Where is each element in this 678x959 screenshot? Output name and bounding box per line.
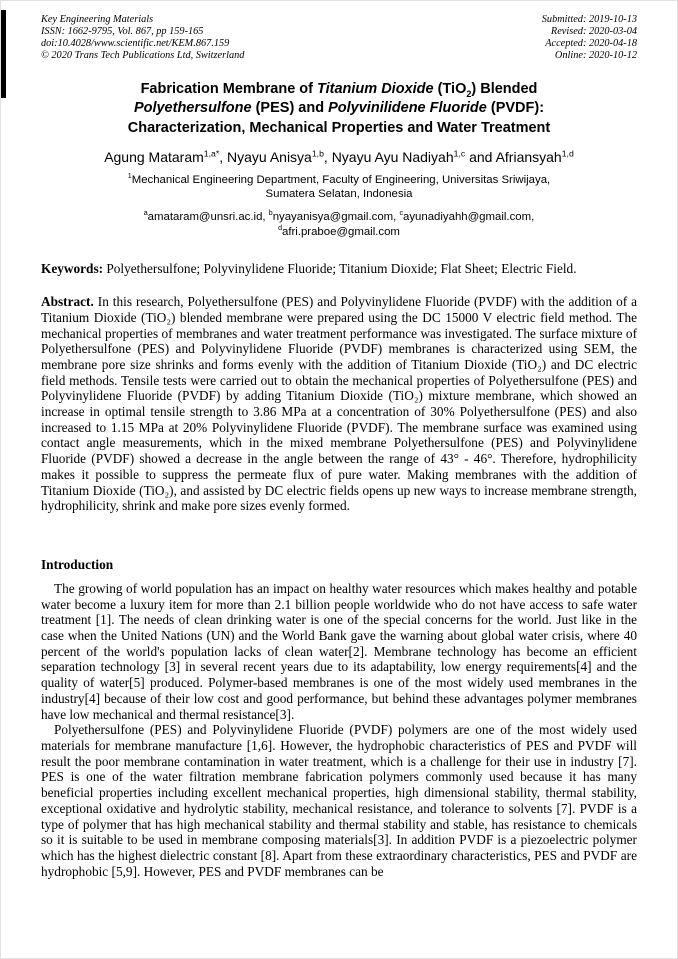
email-separator: , [393,211,400,224]
title-segment: (PVDF): [486,100,545,117]
journal-info-block [41,14,244,62]
journal-name: Key Engineering Materials [41,14,154,25]
keywords-line [41,261,637,277]
journal-header [41,14,637,62]
keywords-label: Keywords: [41,261,104,277]
author-emails [41,210,637,239]
title-segment: Characterization, Mechanical Properties and Water Treatment [127,119,551,136]
doi-line: doi:10.4028/www.scientific.net/KEM.867.159 [41,37,230,49]
keywords-text: Polyethersulfone; Polyvinylidene Fluoride; Titanium Dioxide; Flat Sheet; Electric Field. [103,261,577,277]
author-name: Afriansyah [495,149,562,166]
author-affiliation-mark: 1,d [561,148,574,159]
email-address: ayunadiyahh@gmail.com [403,211,532,224]
title-segment: ) Blended [471,80,538,97]
abstract-label: Abstract. [41,294,94,310]
abstract-text: In this research, Polyethersulfone (PES) and Polyvinylidene Fluoride (PVDF) with the addition of a Titanium Dioxide (TiO₂) blended membrane were prepared using the DC 15000 V electric field method. The mechanical properties of membranes and water treatment performance was investigated. The surface mixture of Polyethersulfone (PES) and Polyvinylidene Fluoride (PVDF) membranes is characterized using SEM, the membrane pore size shrinks and forms evenly with the addition of Titanium Dioxide (TiO₂) and DC electric field methods. Tensile tests were carried out to obtain the mechanical properties of Polyethersulfone (PES) and Polyvinylidene Fluoride (PVDF) by adding Titanium Dioxide (TiO₂) mixture membrane, which showed an increase in optimal tensile strength to 3.86 MPa at a concentration of 30% Polyethersulfone (PES) and also increased to 1.15 MPa at 20% Polyvinylidene Fluoride (PVDF). The membrane surface was examined using contact angle measurements, which in the mixed membrane Polyethersulfone (PES) and Polyvinylidene Fluoride (PVDF) showed a decrease in the angle between the range of 43° - 46°. Therefore, hydrophilicity makes it possible to suppress the permeate flux of pure water. Making membranes with the addition of Titanium Dioxide (TiO₂), and assisted by DC electric fields opens up new ways to increase membrane strength, hydrophilicity, shrink and make pore sizes evenly formed. [41,294,637,514]
affiliation-line: Sumatera Selatan, Indonesia [265,188,413,201]
title-segment: Fabrication Membrane of [140,80,318,97]
author-name: Nyayu Anisya [227,149,312,166]
email-address: amataram@unsri.ac.id [147,211,263,224]
copyright-line: © 2020 Trans Tech Publications Ltd, Switzerland [41,49,245,61]
submitted-date: Submitted: 2019-10-13 [541,14,637,25]
email-address: nyayanisya@gmail.com [272,211,394,224]
title-segment-italic: Polyvinilidene Fluoride [328,100,487,117]
page-content [1,1,677,879]
author-separator: , [323,149,332,166]
title-segment: (TiO [433,80,467,97]
author-separator: and [465,149,496,166]
author-affiliation-mark: 1,c [453,148,466,159]
author-affiliation-mark: 1,b [311,148,324,159]
email-mark: d [278,224,282,232]
email-mark: c [399,210,404,218]
affiliation-line: Mechanical Engineering Department, Faculty of Engineering, Universitas Sriwijaya, [131,174,551,187]
submission-dates-block [542,14,637,62]
section-heading-introduction: Introduction [41,556,114,572]
affiliation-number: 1 [127,173,132,181]
online-date: Online: 2020-10-12 [554,49,637,61]
title-subscript: 2 [466,88,472,99]
accepted-date: Accepted: 2020-04-18 [545,37,637,49]
author-name: Agung Mataram [104,149,204,166]
email-mark: b [268,210,273,218]
author-name: Nyayu Ayu Nadiyah [331,149,454,166]
email-address: afri.praboe@gmail.com [281,225,400,238]
paper-title [41,80,637,139]
title-segment-italic: Polyethersulfone [133,100,252,117]
email-separator: , [531,211,535,224]
title-segment-italic: Titanium Dioxide [317,80,434,97]
email-mark: a [143,210,148,218]
issn-volume-pages: ISSN: 1662-9795, Vol. 867, pp 159-165 [41,25,204,37]
abstract [41,294,637,514]
affiliation [41,173,637,201]
authors-line [41,148,637,166]
author-separator: , [219,149,228,166]
intro-paragraph-2: Polyethersulfone (PES) and Polyvinylidene Fluoride (PVDF) polymers are one of the most widely used materials for membrane manufacture [1,6]. However, the hydrophobic characteristics of PES and PVDF will result the poor membrane contamination in water treatment, which is a challenge for their use in industry [7]. PES is one of the water filtration membrane fabrication polymers commonly used because it has many beneficial properties including excellent mechanical properties, high dimensional stability, thermal stability, exceptional oxidative and hydrolytic stability, mechanical resistance, and tolerance to solvents [7]. PVDF is a type of polymer that has high mechanical stability and thermal stability and stable, has resistance to chemicals so it is suitable to be used in membrane composing materials[3]. In addition PVDF is a piezoelectric polymer which has the highest dielectric constant [8]. Apart from these extraordinary characteristics, PES and PVDF are hydrophobic [5,9]. However, PES and PVDF membranes can be [41,722,637,879]
author-affiliation-mark: 1,a* [203,148,220,159]
intro-paragraph-1: The growing of world population has an impact on healthy water resources which makes healthy and potable water become a luxury item for more than 2.1 billion people worldwide who do not have access to safe water treatment [1]. The needs of clean drinking water is one of the special concerns for the world. Just like in the case when the United Nations (UN) and the World Bank gave the warning about global water crisis, where 40 percent of the world's population lacks of clean water[2]. Membrane technology has become an efficient separation technology [3] in several recent years due to its adaptability, low energy requirements[4] and the quality of water[5] produced. Polymer-based membranes is one of the most widely used membranes in the industry[4] because of their low cost and good performance, but behind these advantages polymer membranes have low mechanical and thermal resistance[3]. [41,580,637,722]
title-segment: (PES) and [251,100,329,117]
email-separator: , [262,211,269,224]
scan-artifact-bar [1,10,6,98]
revised-date: Revised: 2020-03-04 [550,25,637,37]
